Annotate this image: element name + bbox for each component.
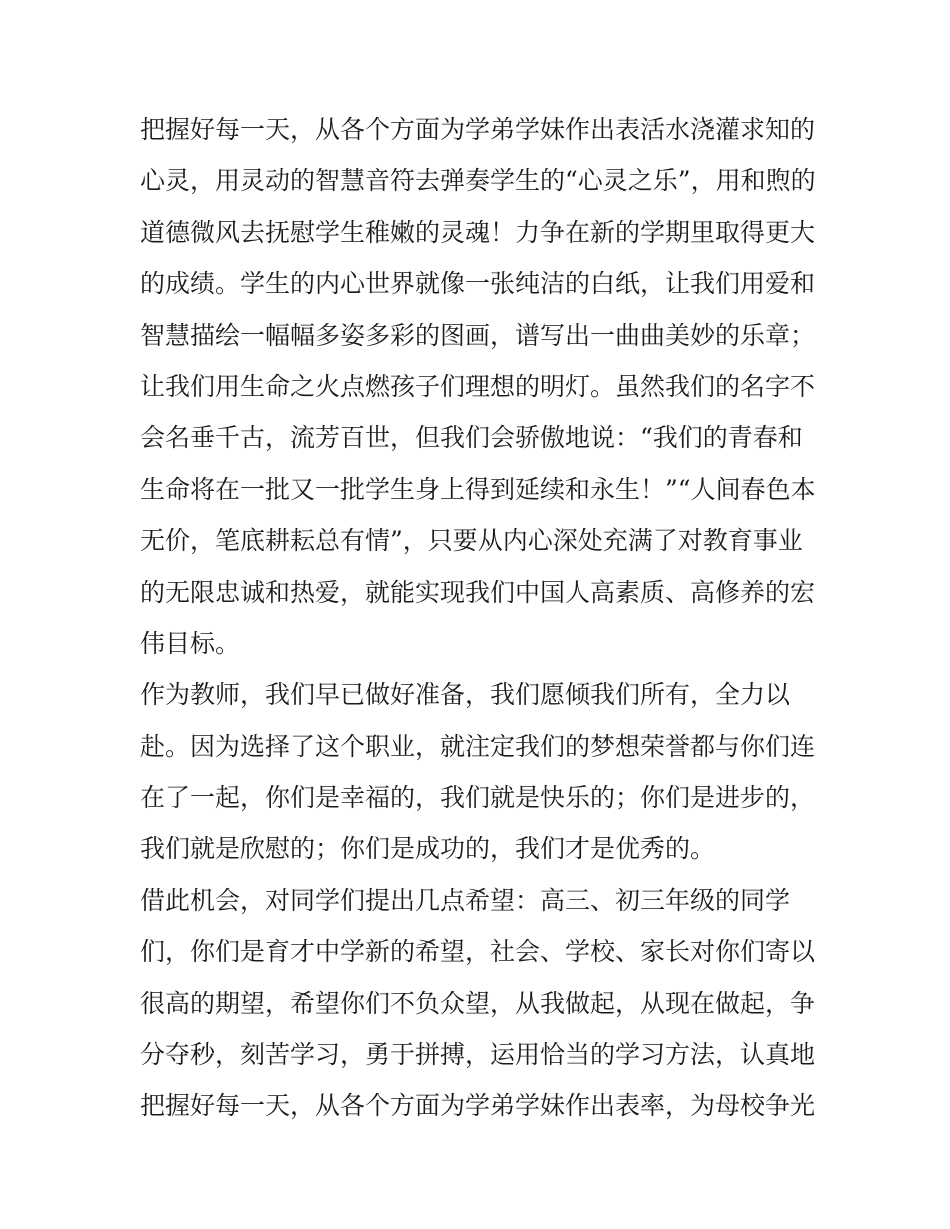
- text-line: 智慧描绘一幅幅多姿多彩的图画，谱写出一曲曲美妙的乐章；: [140, 320, 816, 350]
- text-line: 作为教师，我们早已做好准备，我们愿倾我们所有，全力以: [140, 680, 791, 710]
- text-line: 心灵，用灵动的智慧音符去弹奏学生的“心灵之乐”，用和煦的: [140, 166, 816, 196]
- text-line: 我们就是欣慰的；你们是成功的，我们才是优秀的。: [140, 834, 716, 864]
- text-line: 无价，笔底耕耘总有情”，只要从内心深处充满了对教育事业: [140, 526, 803, 556]
- text-line: 伟目标。: [140, 628, 241, 658]
- text-line: 会名垂千古，流芳百世，但我们会骄傲地说：“我们的青春和: [140, 423, 803, 453]
- text-line: 把握好每一天，从各个方面为学弟学妹作出表率，为母校争光: [140, 1091, 816, 1121]
- text-line: 们，你们是育才中学新的希望，社会、学校、家长对你们寄以: [140, 937, 816, 967]
- text-line: 生命将在一批又一批学生身上得到延续和永生！”“人间春色本: [140, 474, 816, 504]
- text-line: 赴。因为选择了这个职业，就注定我们的梦想荣誉都与你们连: [140, 731, 816, 761]
- text-line: 很高的期望，希望你们不负众望，从我做起，从现在做起，争: [140, 988, 816, 1018]
- text-line: 在了一起，你们是幸福的，我们就是快乐的；你们是进步的，: [140, 783, 816, 813]
- text-line: 分夺秒，刻苦学习，勇于拼搏，运用恰当的学习方法，认真地: [140, 1040, 816, 1070]
- text-line: 道德微风去抚慰学生稚嫩的灵魂！力争在新的学期里取得更大: [140, 217, 816, 247]
- text-line: 借此机会，对同学们提出几点希望：高三、初三年级的同学: [140, 885, 791, 915]
- text-line: 把握好每一天，从各个方面为学弟学妹作出表活水浇灌求知的: [140, 115, 816, 144]
- text-line: 的无限忠诚和热爱，就能实现我们中国人高素质、高修养的宏: [140, 577, 816, 607]
- text-line: 的成绩。学生的内心世界就像一张纯洁的白纸，让我们用爱和: [140, 269, 816, 299]
- text-line: 让我们用生命之火点燃孩子们理想的明灯。虽然我们的名字不: [140, 371, 816, 401]
- body-text: [140, 104, 830, 1132]
